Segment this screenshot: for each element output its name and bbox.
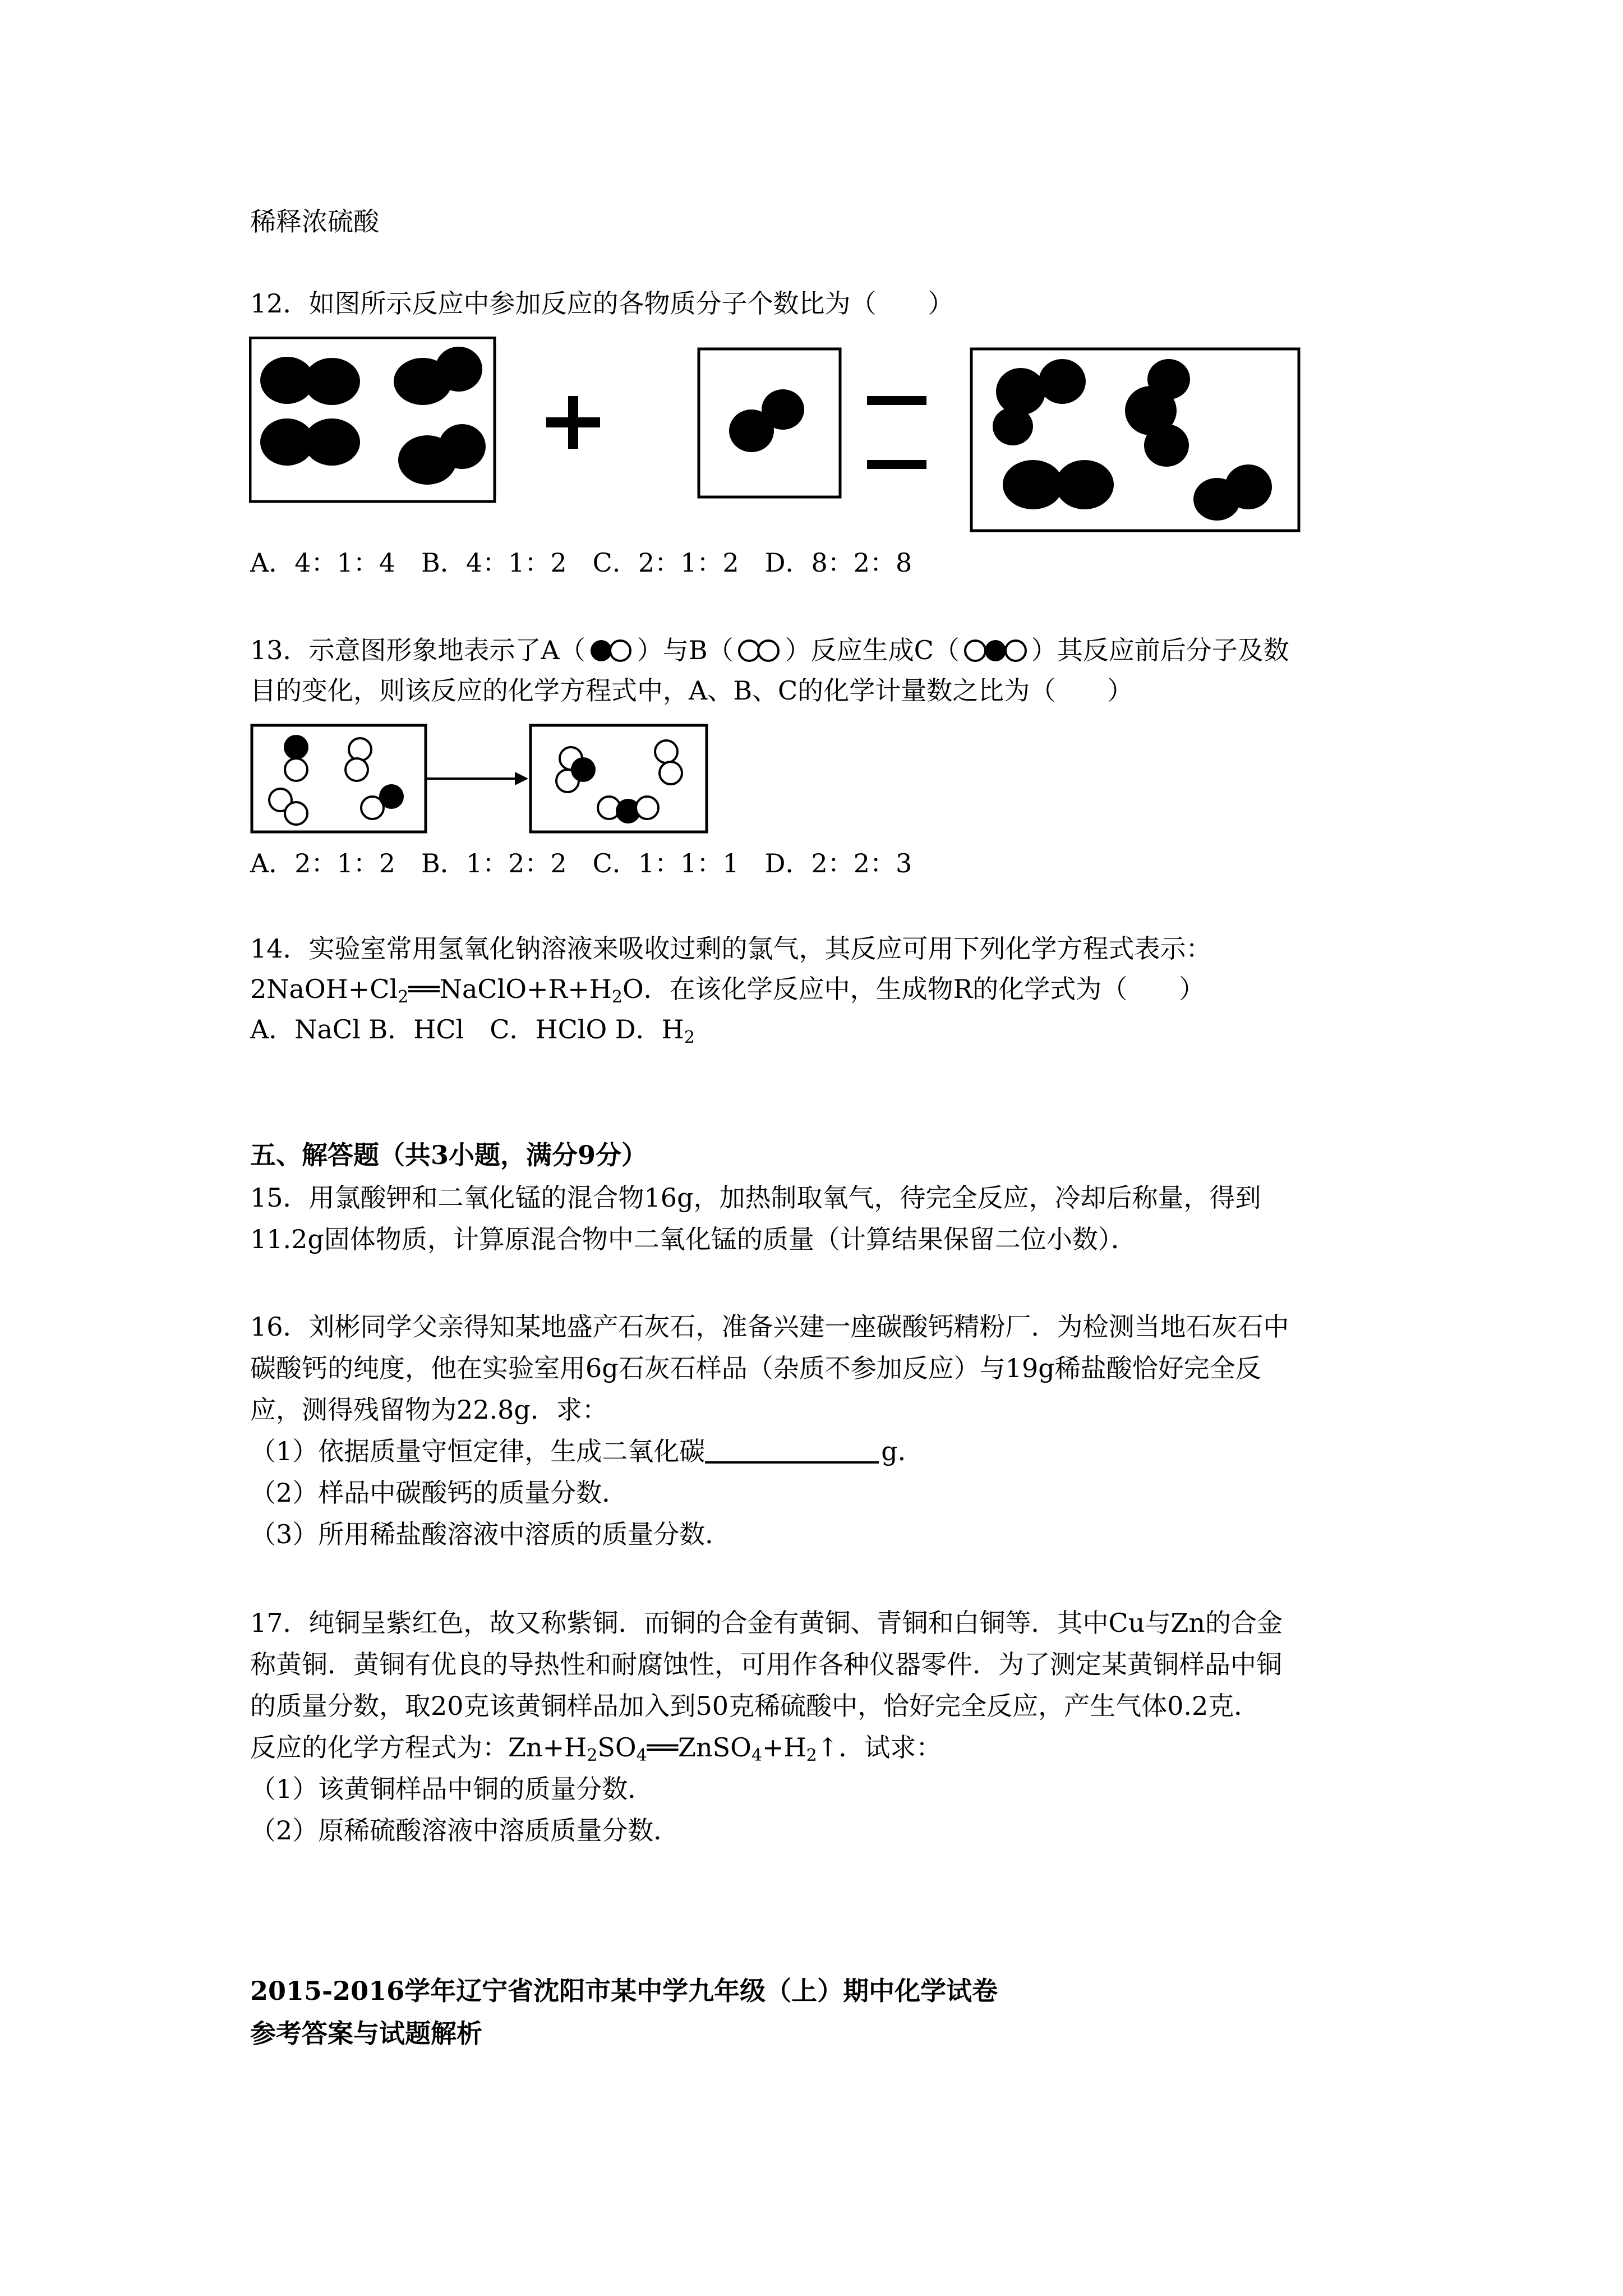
- q16-sub1-unit: g．: [881, 1436, 924, 1466]
- q12-equals-sign: [867, 396, 926, 469]
- q17-eq-c: ══ZnSO: [647, 1732, 751, 1763]
- q14-equation: [250, 973, 1205, 1005]
- q16-line3: 应，测得残留物为22.8g．求：: [250, 1395, 608, 1425]
- q12-plus-sign: [546, 396, 600, 449]
- q14-eq-sub-1: 2: [398, 987, 409, 1007]
- q14-options-sub: 2: [684, 1028, 695, 1047]
- q14-eq-part-b: ══NaClO+R+H: [408, 974, 612, 1004]
- q14-stem: 14．实验室常用氢氧化钠溶液来吸收过剩的氯气，其反应可用下列化学方程式表示：: [250, 933, 1212, 964]
- q12-box-product: [971, 349, 1299, 531]
- section-heading: 五、解答题（共3小题，满分9分）: [250, 1140, 648, 1170]
- answer-section-title: 2015-2016学年辽宁省沈阳市某中学九年级（上）期中化学试卷: [250, 1976, 998, 2006]
- q17-eq-a: 反应的化学方程式为：Zn+H: [250, 1732, 587, 1763]
- q12-options: A．4：1：4 B．4：1：2 C．2：1：2 D．8：2：8: [250, 547, 912, 578]
- q17-line3: 的质量分数，取20克该黄铜样品加入到50克稀硫酸中，恰好完全反应，产生气体0.2克．: [250, 1691, 1260, 1721]
- q13-stem-c: ）反应生成C（: [785, 635, 960, 665]
- q17-eq-e: ↑．试求：: [817, 1732, 942, 1763]
- q16-sub3: （3）所用稀盐酸溶液中溶质的质量分数．: [250, 1519, 731, 1549]
- reaction-arrow-icon: [426, 772, 528, 785]
- q14-options: [250, 1013, 695, 1046]
- q16-answer-blank[interactable]: [705, 1439, 879, 1464]
- q13-stem-b: ）与B（: [637, 635, 734, 665]
- q17-sub2: （2）原稀硫酸溶液中溶质质量分数．: [250, 1815, 680, 1846]
- q16-line2: 碳酸钙的纯度，他在实验室用6g石灰石样品（杂质不参加反应）与19g稀盐酸恰好完全反: [250, 1353, 1261, 1383]
- q12-box-reactant-1: [250, 338, 495, 501]
- q17-eq-s1: 2: [587, 1746, 598, 1765]
- answer-section-subtitle: 参考答案与试题解析: [250, 2018, 482, 2049]
- q17-line1: 17．纯铜呈紫红色，故又称紫铜．而铜的合金有黄铜、青铜和白铜等．其中Cu与Zn的合金: [250, 1608, 1283, 1638]
- q14-eq-sub-2: 2: [611, 987, 623, 1007]
- q14-options-text: A．NaCl B．HCl C．HClO D．H: [250, 1014, 684, 1045]
- q16-sub1-text: （1）依据质量守恒定律，生成二氧化碳: [250, 1436, 706, 1466]
- q13-box-before: [252, 725, 426, 832]
- q17-eq-d: +H: [762, 1732, 806, 1763]
- q13-box-after: [531, 725, 707, 832]
- molecule-a-icon: [585, 638, 637, 664]
- q17-eq-b: SO: [597, 1732, 637, 1763]
- q12-figure: [249, 337, 1303, 534]
- q15-line1: 15．用氯酸钾和二氧化锰的混合物16g，加热制取氧气，待完全反应，冷却后称量，得到: [250, 1182, 1261, 1213]
- q16-sub1: [250, 1435, 924, 1467]
- q17-eq-s3: 4: [751, 1746, 762, 1765]
- q13-options: A．2：1：2 B．1：2：2 C．1：1：1 D．2：2：3: [250, 848, 912, 878]
- q13-stem-a: 13．示意图形象地表示了A（: [250, 635, 585, 665]
- q13-stem-line1: [250, 634, 1289, 666]
- q13-figure: [250, 724, 710, 835]
- q16-line1: 16．刘彬同学父亲得知某地盛产石灰石，准备兴建一座碳酸钙精粉厂．为检测当地石灰石中: [250, 1312, 1289, 1342]
- q12-box-reactant-2: [699, 349, 840, 497]
- q17-line4: [250, 1731, 942, 1764]
- q14-eq-part-a: 2NaOH+Cl: [250, 974, 398, 1004]
- q17-line2: 称黄铜．黄铜有优良的导热性和耐腐蚀性，可用作各种仪器零件．为了测定某黄铜样品中铜: [250, 1649, 1282, 1680]
- q16-sub2: （2）样品中碳酸钙的质量分数．: [250, 1478, 628, 1508]
- q15-line2: 11.2g固体物质，计算原混合物中二氧化锰的质量（计算结果保留二位小数）．: [250, 1224, 1137, 1254]
- q17-eq-s4: 2: [806, 1746, 817, 1765]
- molecule-b-icon: [734, 638, 785, 664]
- top-line: 稀释浓硫酸: [250, 206, 379, 237]
- q13-stem-d: ）其反应前后分子及数: [1031, 635, 1289, 665]
- q14-eq-part-c: O．在该化学反应中，生成物R的化学式为（ ）: [622, 974, 1205, 1004]
- q17-eq-s2: 4: [636, 1746, 647, 1765]
- q13-stem-line2: 目的变化，则该反应的化学方程式中，A、B、C的化学计量数之比为（ ）: [250, 675, 1133, 706]
- molecule-c-icon: [960, 638, 1031, 664]
- q12-stem: 12．如图所示反应中参加反应的各物质分子个数比为（ ）: [250, 288, 954, 319]
- q17-sub1: （1）该黄铜样品中铜的质量分数．: [250, 1774, 654, 1804]
